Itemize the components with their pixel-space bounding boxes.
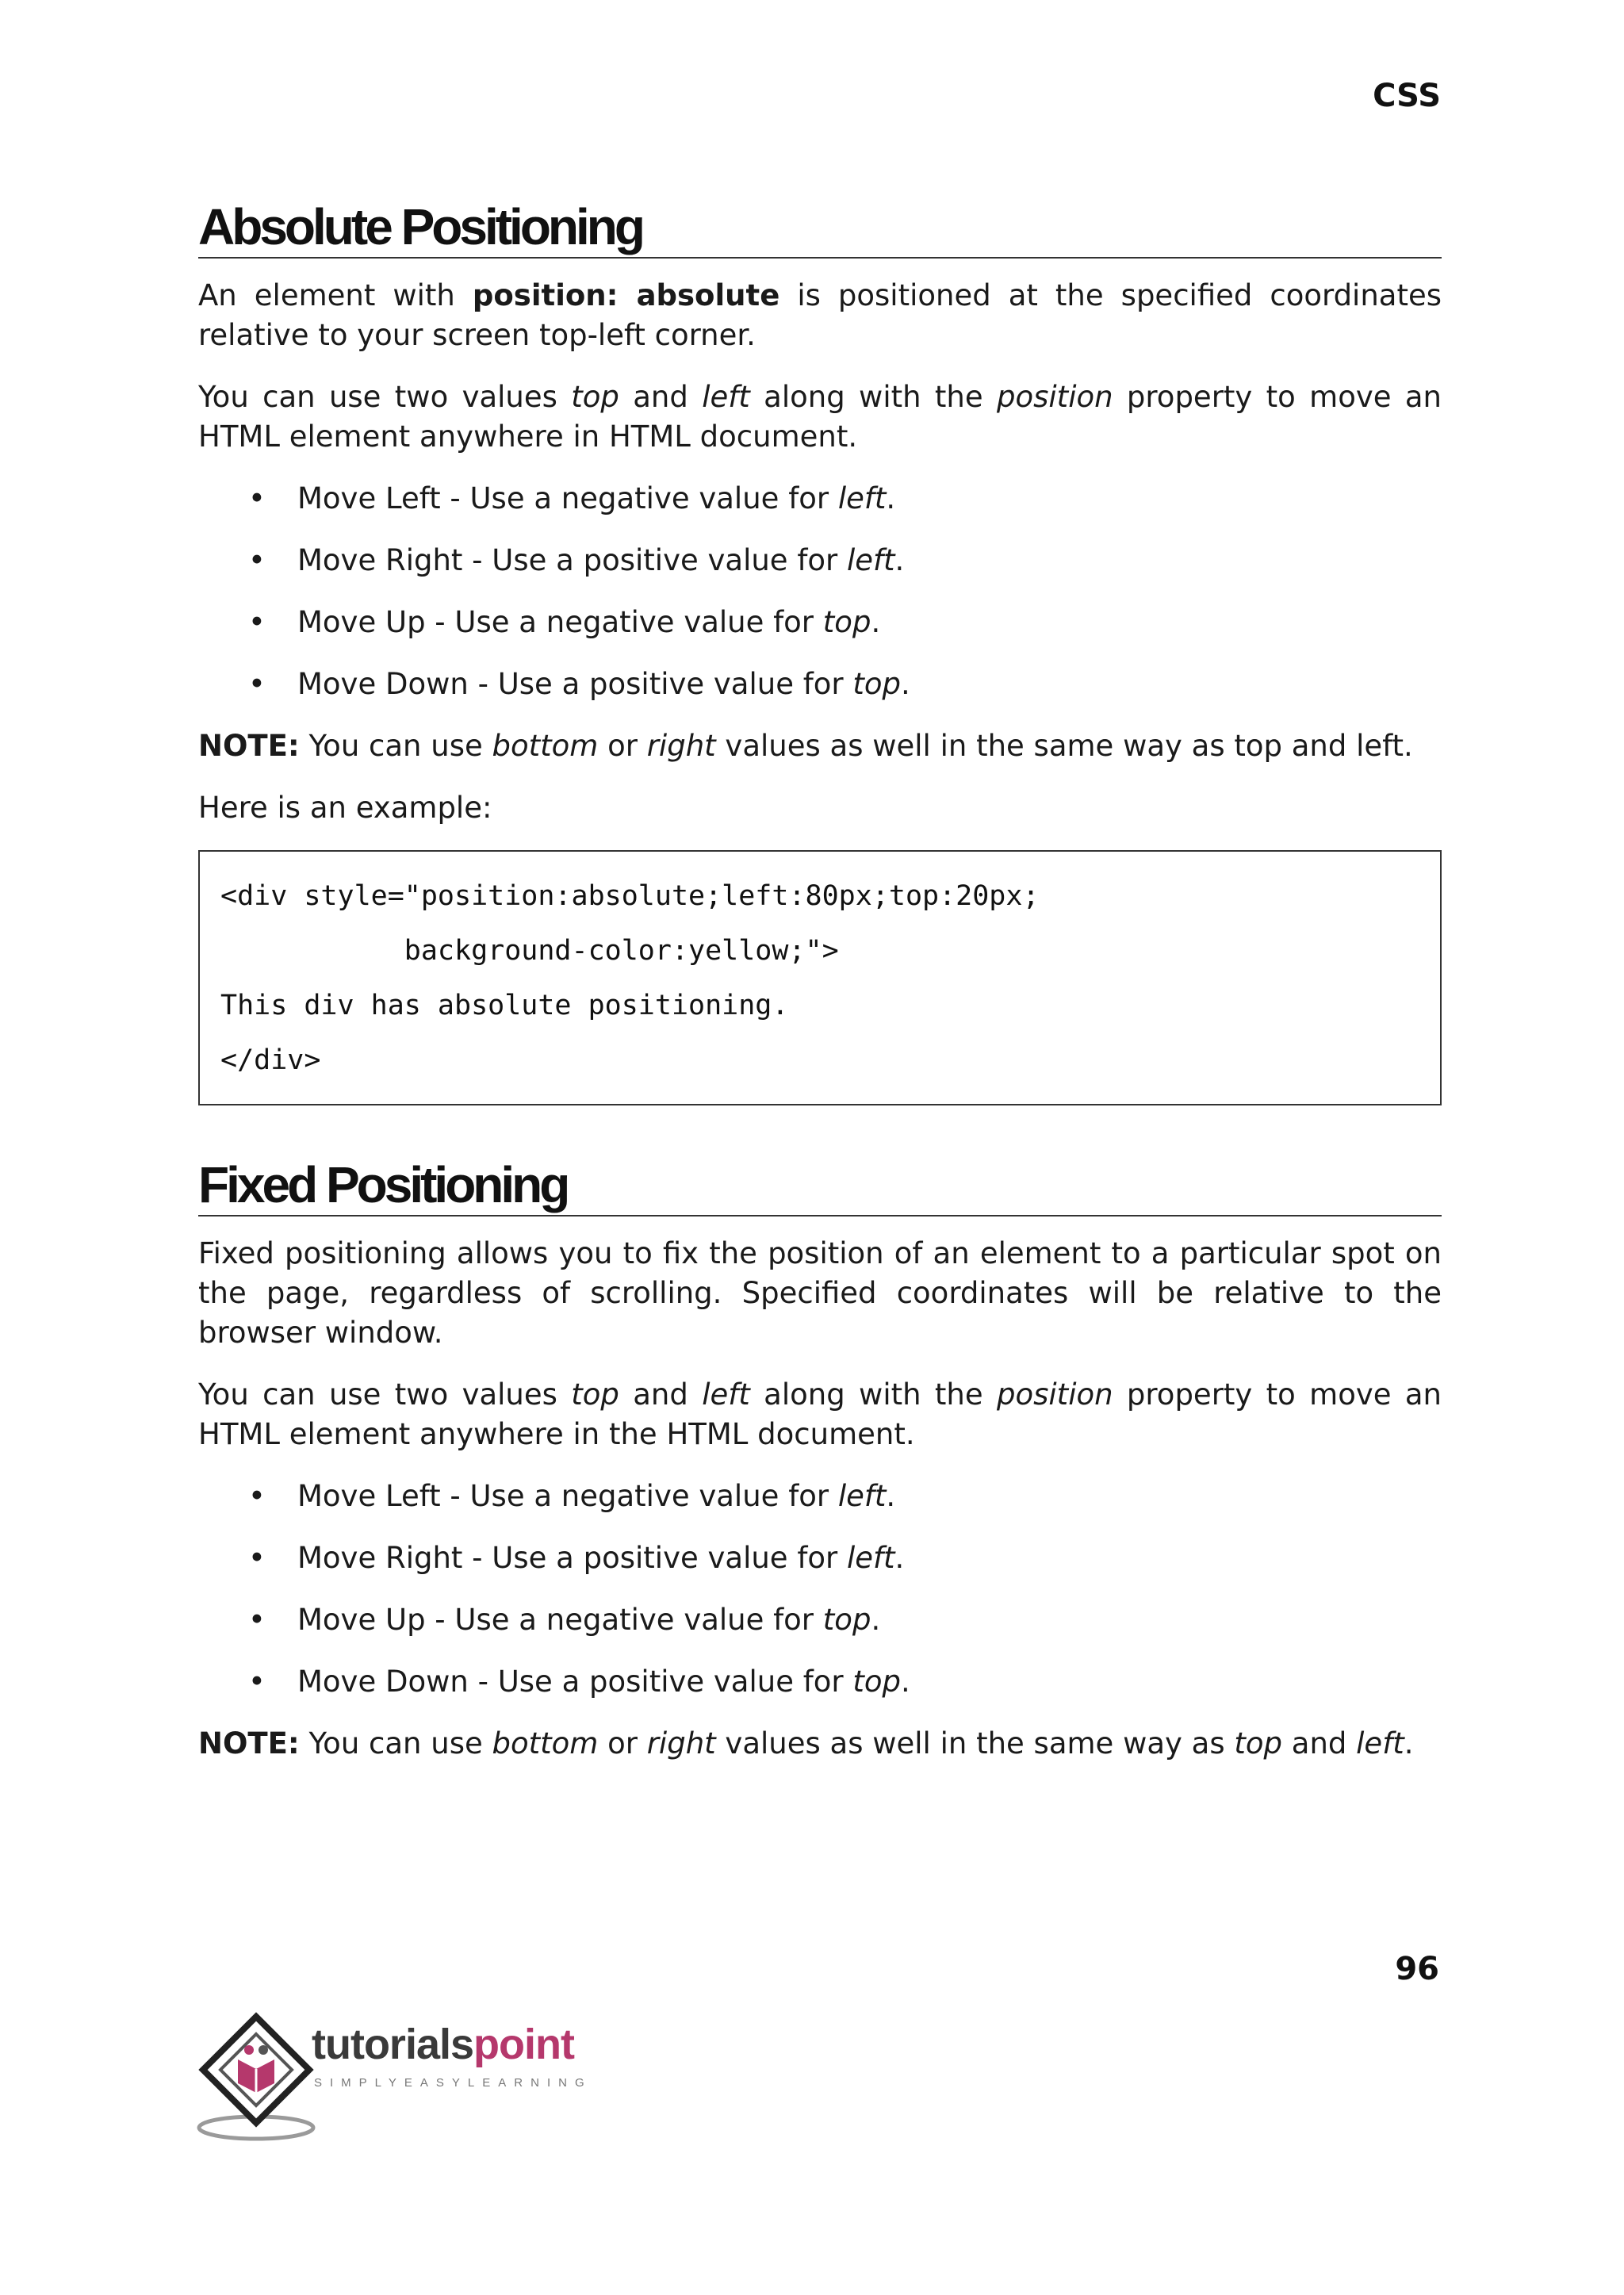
list-item: • Move Up - Use a negative value for top.	[198, 1600, 1442, 1640]
code-line: This div has absolute positioning.	[220, 990, 789, 1021]
bullet-icon: •	[248, 481, 266, 515]
note-fixed: NOTE: You can use bottom or right values as well in the same way as top and left.	[198, 1726, 1414, 1761]
note-label: NOTE:	[198, 729, 300, 763]
example-intro: Here is an example:	[198, 791, 492, 825]
bullet-icon: •	[248, 605, 266, 639]
page-number: 96	[1395, 1951, 1439, 1987]
note-absolute: NOTE: You can use bottom or right values as well in the same way as top and left.	[198, 729, 1413, 763]
list-item: • Move Down - Use a positive value for top.	[198, 1662, 1442, 1702]
paragraph-fixed-values: You can use two values top and left along with the position property to move an HTML element anywhere in the HTML document.	[198, 1377, 1442, 1451]
paragraph-absolute-intro: An element with position: absolute is positioned at the specified coordinates relative to your screen top-left corner.	[198, 278, 1442, 352]
paragraph-fixed-intro: Fixed positioning allows you to fix the position of an element to a particular spot on the page, regardless of scrolling. Specified coordinates will be relative to the browser window.	[198, 1236, 1442, 1350]
list-item: • Move Up - Use a negative value for top.	[198, 603, 1442, 642]
bullet-icon: •	[248, 1603, 266, 1637]
bullet-icon: •	[248, 1665, 266, 1699]
bullet-list-fixed	[198, 1477, 1442, 1702]
bullet-icon: •	[248, 667, 266, 701]
logo-tagline: SIMPLYEASYLEARNING	[314, 2076, 592, 2090]
bullet-list-absolute	[198, 479, 1442, 704]
page-content	[198, 198, 1442, 1764]
code-line: <div style="position:absolute;left:80px;top:20px;	[220, 880, 1040, 912]
logo-wordmark: tutorialspoint	[312, 2021, 574, 2068]
list-item: • Move Left - Use a negative value for left.	[198, 1477, 1442, 1516]
bullet-icon: •	[248, 1541, 266, 1575]
tutorialspoint-logo	[197, 2010, 609, 2145]
bullet-icon: •	[248, 1479, 266, 1513]
code-line: background-color:yellow;">	[220, 935, 839, 967]
running-header: CSS	[1373, 78, 1441, 114]
paragraph-absolute-values: You can use two values top and left along with the position property to move an HTML element anywhere in HTML document.	[198, 380, 1442, 454]
list-item: • Move Left - Use a negative value for left.	[198, 479, 1442, 519]
code-example-box	[198, 850, 1442, 1105]
section-heading-fixed: Fixed Positioning	[198, 1156, 1442, 1216]
list-item: • Move Right - Use a positive value for left.	[198, 541, 1442, 580]
code-line: </div>	[220, 1044, 321, 1076]
list-item: • Move Right - Use a positive value for left.	[198, 1538, 1442, 1578]
keyword-position-absolute: position: absolute	[472, 278, 780, 312]
note-label: NOTE:	[198, 1726, 300, 1761]
logo-diamond-icon	[197, 2010, 316, 2145]
bullet-icon: •	[248, 543, 266, 577]
list-item: • Move Down - Use a positive value for top.	[198, 665, 1442, 704]
section-heading-absolute: Absolute Positioning	[198, 198, 1442, 259]
